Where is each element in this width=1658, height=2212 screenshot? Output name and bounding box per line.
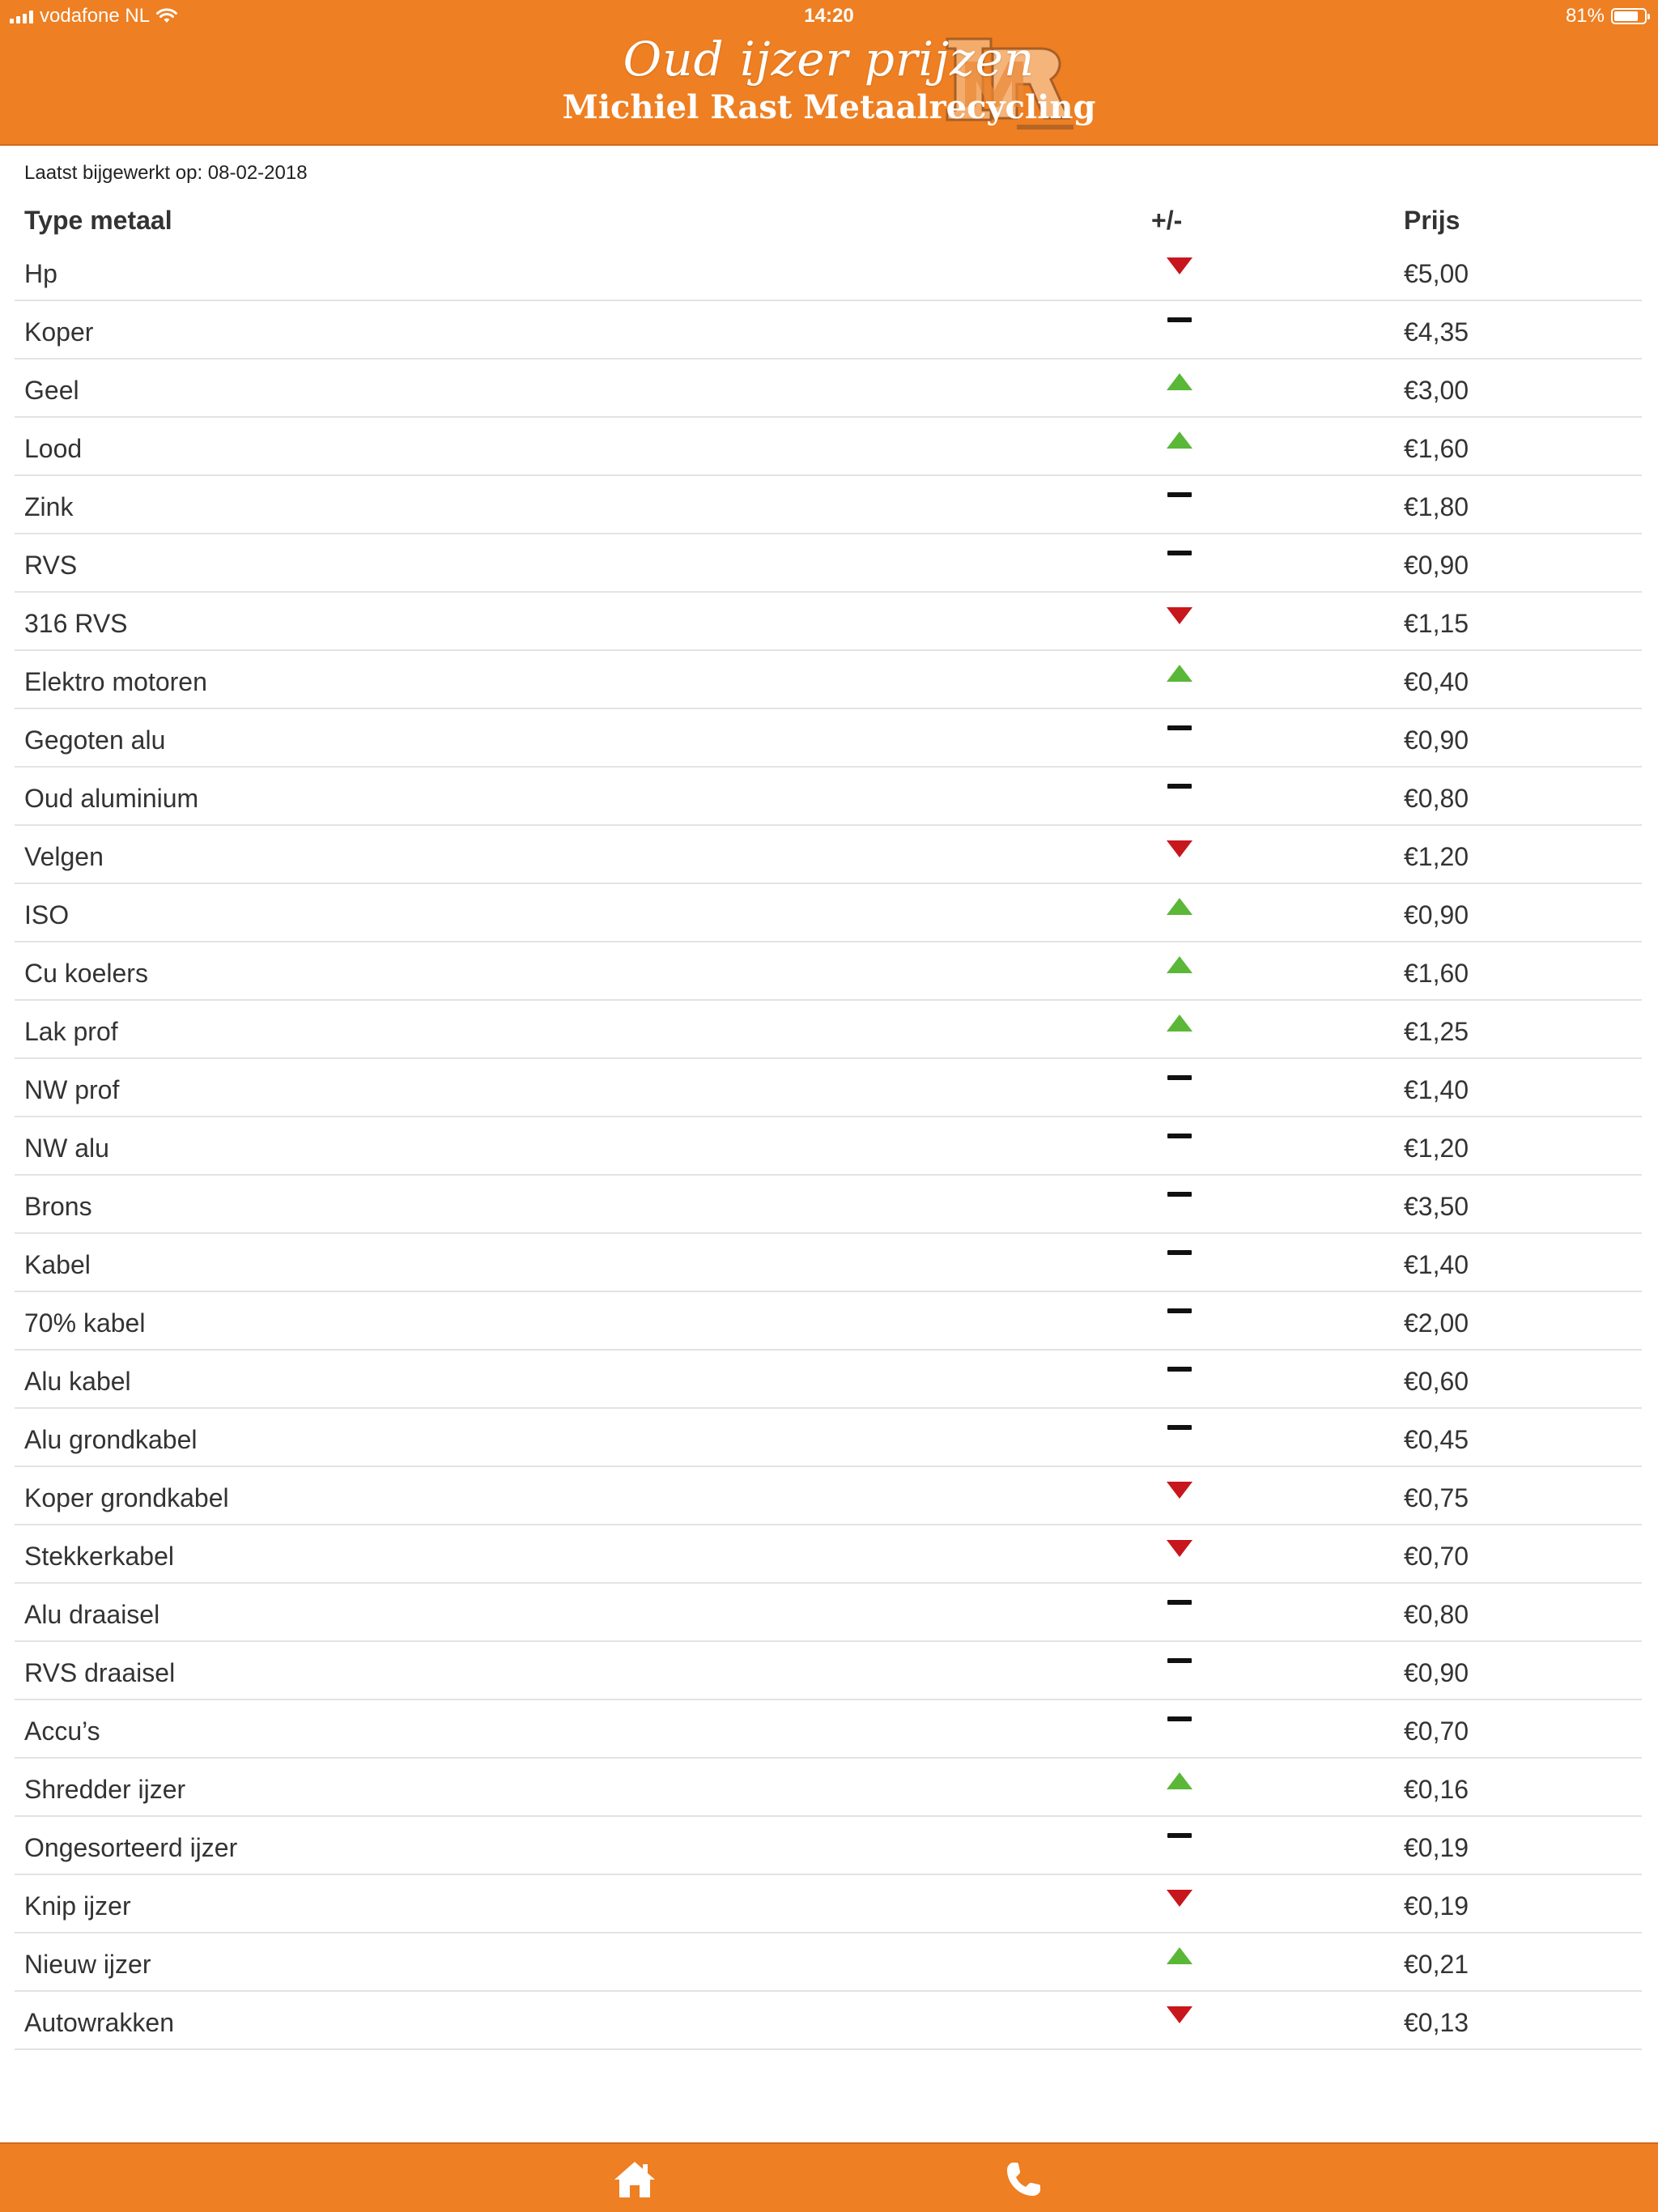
metal-name: Alu draaisel [24,1600,160,1629]
trend-same-icon [1166,722,1193,742]
table-row [15,826,1642,884]
metal-name: Zink [24,492,74,521]
metal-name: 70% kabel [24,1308,146,1338]
brand-block [0,31,1658,126]
table-row [15,1059,1642,1117]
tab-bar [0,2142,1658,2212]
table-row [15,651,1642,709]
table-row [15,1759,1642,1817]
table-row [15,1234,1642,1292]
metal-price: €0,70 [1404,1716,1469,1746]
app-title: Oud ijzer prijzen [623,32,1035,87]
table-row [15,593,1642,651]
header-bar [0,0,1658,146]
metal-name: RVS [24,551,78,580]
table-row [15,534,1642,593]
trend-down-icon [1166,1538,1193,1558]
metal-price: €0,70 [1404,1542,1469,1571]
metal-name: Accu’s [24,1716,100,1746]
metal-name: RVS draaisel [24,1658,176,1687]
metal-price: €1,40 [1404,1250,1469,1279]
table-row [15,1875,1642,1933]
metal-price: €0,80 [1404,1600,1469,1629]
trend-same-icon [1166,1189,1193,1208]
table-body [15,243,1642,2050]
metal-name: Alu grondkabel [24,1425,198,1454]
metal-name: Brons [24,1192,92,1221]
column-header-change: +/- [1151,206,1183,235]
trend-same-icon [1166,1072,1193,1091]
trend-same-icon [1166,1597,1193,1616]
trend-up-icon [1166,897,1193,917]
metal-name: Lak prof [24,1017,118,1046]
table-row [15,1351,1642,1409]
table-row [15,1292,1642,1351]
metal-price: €1,60 [1404,959,1469,988]
metal-price: €3,00 [1404,376,1469,405]
metal-name: Hp [24,259,57,288]
table-row [15,476,1642,534]
trend-up-icon [1166,955,1193,975]
table-row [15,1467,1642,1525]
trend-up-icon [1166,431,1193,450]
metal-name: Cu koelers [24,959,148,988]
metal-price: €0,80 [1404,784,1469,813]
table-row [15,1817,1642,1875]
status-time: 14:20 [804,5,854,27]
trend-same-icon [1166,1305,1193,1325]
metal-price: €0,90 [1404,1658,1469,1687]
last-updated-label: Laatst bijgewerkt op: 08-02-2018 [24,162,308,184]
metal-price: €0,90 [1404,725,1469,755]
app-subtitle: Michiel Rast Metaalrecycling [562,88,1096,126]
trend-same-icon [1166,1363,1193,1383]
phone-icon [1003,2159,1044,2200]
trend-up-icon [1166,664,1193,683]
trend-down-icon [1166,606,1193,625]
trend-down-icon [1166,1888,1193,1908]
metal-price: €0,45 [1404,1425,1469,1454]
metal-name: Kabel [24,1250,91,1279]
table-row [15,1992,1642,2050]
battery-icon [1611,8,1647,24]
table-row [15,418,1642,476]
metal-price: €0,13 [1404,2008,1469,2037]
table-row [15,942,1642,1001]
metal-name: Velgen [24,842,104,871]
metal-name: Oud aluminium [24,784,199,813]
metal-name: Alu kabel [24,1367,131,1396]
price-table [15,194,1642,2050]
table-row [15,1642,1642,1700]
column-header-type: Type metaal [24,206,172,235]
metal-name: Knip ijzer [24,1891,131,1921]
metal-price: €1,80 [1404,492,1469,521]
table-row [15,243,1642,301]
table-row [15,1176,1642,1234]
table-row [15,709,1642,768]
status-bar [0,0,1658,32]
metal-price: €1,15 [1404,609,1469,638]
metal-price: €1,20 [1404,1134,1469,1163]
table-row [15,768,1642,826]
metal-price: €0,19 [1404,1833,1469,1862]
trend-up-icon [1166,1772,1193,1791]
carrier-label: vodafone NL [40,5,151,27]
metal-name: Ongesorteerd ijzer [24,1833,238,1862]
metal-name: Elektro motoren [24,667,207,696]
trend-same-icon [1166,1830,1193,1849]
metal-price: €0,90 [1404,551,1469,580]
metal-price: €5,00 [1404,259,1469,288]
metal-name: Koper [24,317,94,347]
metal-name: Stekkerkabel [24,1542,174,1571]
table-row [15,301,1642,359]
trend-up-icon [1166,1946,1193,1966]
metal-name: Koper grondkabel [24,1483,229,1512]
battery-fill [1614,11,1638,21]
metal-price: €0,60 [1404,1367,1469,1396]
metal-name: NW prof [24,1075,120,1104]
metal-name: Geel [24,376,79,405]
metal-name: ISO [24,900,70,929]
table-row [15,1525,1642,1584]
metal-price: €1,40 [1404,1075,1469,1104]
trend-same-icon [1166,1422,1193,1441]
metal-price: €2,00 [1404,1308,1469,1338]
metal-price: €0,21 [1404,1950,1469,1979]
metal-price: €0,90 [1404,900,1469,929]
table-row [15,1584,1642,1642]
status-right [1566,5,1647,28]
battery-percent: 81% [1565,5,1605,27]
metal-price: €1,20 [1404,842,1469,871]
table-row [15,1700,1642,1759]
metal-name: Nieuw ijzer [24,1950,151,1979]
trend-same-icon [1166,1130,1193,1150]
table-row [15,1001,1642,1059]
metal-price: €0,19 [1404,1891,1469,1921]
metal-name: NW alu [24,1134,109,1163]
home-icon [612,2159,657,2200]
metal-price: €0,16 [1404,1775,1469,1804]
metal-price: €0,75 [1404,1483,1469,1512]
tab-home[interactable] [610,2155,659,2204]
trend-same-icon [1166,1713,1193,1733]
trend-down-icon [1166,256,1193,275]
tab-call[interactable] [999,2155,1048,2204]
trend-down-icon [1166,839,1193,858]
metal-name: Gegoten alu [24,725,166,755]
trend-same-icon [1166,314,1193,334]
metal-price: €4,35 [1404,317,1469,347]
table-row [15,1409,1642,1467]
metal-price: €1,60 [1404,434,1469,463]
table-row [15,1117,1642,1176]
trend-same-icon [1166,781,1193,800]
metal-name: Lood [24,434,83,463]
trend-same-icon [1166,1247,1193,1266]
table-row [15,359,1642,418]
trend-up-icon [1166,1014,1193,1033]
trend-down-icon [1166,1480,1193,1499]
table-header [15,194,1642,243]
column-header-price: Prijs [1404,206,1460,235]
table-row [15,884,1642,942]
table-row [15,1933,1642,1992]
trend-up-icon [1166,372,1193,392]
metal-name: 316 RVS [24,609,128,638]
metal-price: €3,50 [1404,1192,1469,1221]
metal-name: Autowrakken [24,2008,174,2037]
trend-down-icon [1166,2005,1193,2024]
metal-price: €1,25 [1404,1017,1469,1046]
trend-same-icon [1166,547,1193,567]
metal-price: €0,40 [1404,667,1469,696]
metal-name: Shredder ijzer [24,1775,186,1804]
trend-same-icon [1166,1655,1193,1674]
trend-same-icon [1166,489,1193,508]
